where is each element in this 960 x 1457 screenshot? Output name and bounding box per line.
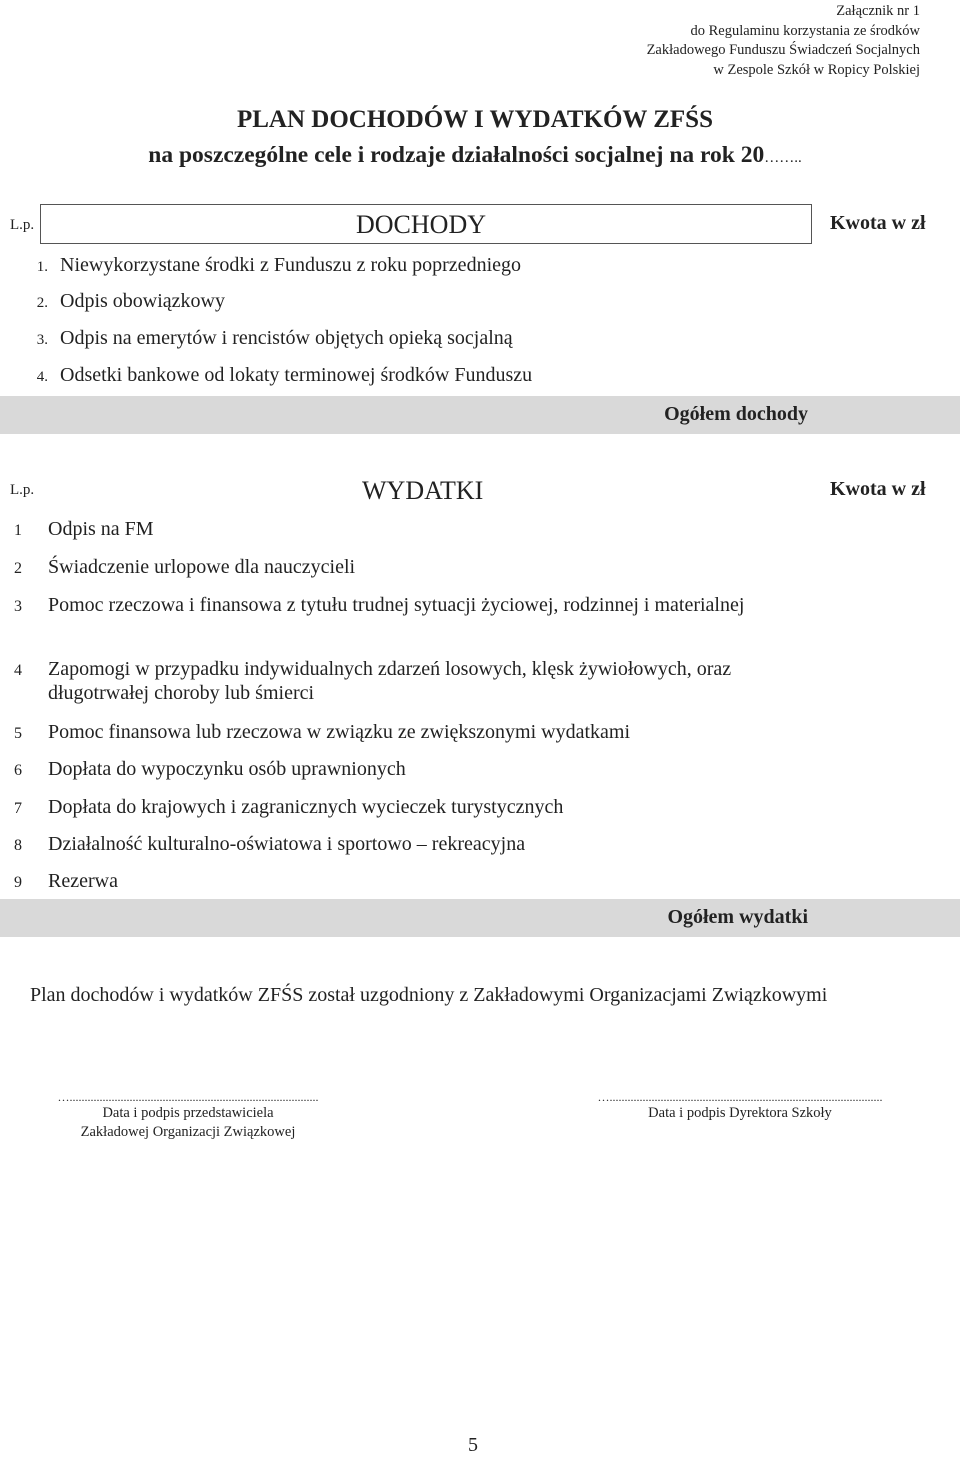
- income-row-label: Odpis na emerytów i rencistów objętych opieką socjalną: [60, 327, 513, 349]
- expense-row-label: Zapomogi w przypadku indywidualnych zdarzeń losowych, klęsk żywiołowych, oraz długotrwałej choroby lub śmierci: [48, 658, 732, 704]
- expense-row: [14, 555, 814, 581]
- expense-row-label: Rezerwa: [48, 870, 118, 892]
- document-subtitle: [0, 142, 955, 169]
- annex-line: do Regulaminu korzystania ze środków: [690, 22, 920, 39]
- expense-row-label: Dopłata do wypoczynku osób uprawnionych: [48, 758, 406, 780]
- expense-row: [14, 832, 814, 858]
- expense-row-number: 6: [14, 762, 22, 779]
- expense-row: [14, 757, 814, 783]
- annex-header: [647, 2, 920, 80]
- agreement-paragraph: Plan dochodów i wydatków ZFŚS został uzgodniony z Zakładowymi Organizacjami Związkowymi: [30, 984, 828, 1006]
- income-row-number: 4.: [36, 369, 48, 385]
- expense-row: [14, 720, 814, 746]
- expense-row-label: Pomoc finansowa lub rzeczowa w związku ze zwiększonymi wydatkami: [48, 721, 631, 743]
- expenses-amount-header: Kwota w zł: [830, 478, 926, 500]
- income-section-title: DOCHODY: [356, 210, 486, 239]
- income-row-number: 3.: [36, 332, 48, 348]
- document-title: PLAN DOCHODÓW I WYDATKÓW ZFŚS: [236, 106, 713, 133]
- expense-row: [14, 869, 814, 895]
- income-row: [12, 254, 521, 280]
- expense-row: [14, 657, 814, 707]
- income-total-label: Ogółem dochody: [664, 403, 808, 425]
- expense-row-number: 4: [14, 662, 22, 679]
- income-row: [12, 364, 532, 390]
- income-row-number: 1.: [36, 259, 48, 275]
- income-row-number: 2.: [36, 295, 48, 311]
- expenses-total-label: Ogółem wydatki: [667, 906, 808, 928]
- income-row-label: Odpis obowiązkowy: [60, 290, 225, 312]
- expense-row-label: Odpis na FM: [48, 518, 154, 540]
- income-lp-label: L.p.: [10, 217, 35, 233]
- income-amount-header: Kwota w zł: [830, 212, 926, 234]
- subtitle-dots: ……..: [764, 150, 802, 166]
- expenses-total-bar: [0, 899, 960, 937]
- page-number: 5: [468, 1434, 478, 1456]
- expense-row-label: Działalność kulturalno-oświatowa i sportowo – rekreacyjna: [48, 833, 526, 855]
- expense-row-number: 2: [14, 560, 22, 577]
- signature-dotted-line: …...................................................................................: [57, 1090, 319, 1104]
- expense-row-label: Świadczenie urlopowe dla nauczycieli: [48, 556, 356, 578]
- expense-row-number: 7: [14, 800, 22, 817]
- income-row-label: Niewykorzystane środki z Funduszu z roku poprzedniego: [60, 254, 521, 276]
- signature-union: [28, 1090, 348, 1142]
- signature-dotted-line: …...........................................................................................: [597, 1090, 883, 1104]
- expense-row-label: Dopłata do krajowych i zagranicznych wycieczek turystycznych: [48, 796, 564, 818]
- expense-row: [14, 795, 814, 821]
- signature-director: [560, 1090, 920, 1123]
- expense-row-number: 8: [14, 837, 22, 854]
- signature-caption: Zakładowej Organizacji Związkowej: [80, 1124, 296, 1140]
- expense-row-number: 5: [14, 725, 22, 742]
- income-row: [12, 327, 513, 353]
- expense-row-label: Pomoc rzeczowa i finansowa z tytułu trudnej sytuacji życiowej, rodzinnej i materialnej: [48, 594, 745, 616]
- income-total-bar: [0, 396, 960, 434]
- expense-row: [14, 593, 814, 643]
- expense-row-number: 1: [14, 522, 22, 539]
- signature-caption: Data i podpis Dyrektora Szkoły: [648, 1105, 832, 1121]
- annex-line: Załącznik nr 1: [836, 3, 920, 19]
- income-row-label: Odsetki bankowe od lokaty terminowej środków Funduszu: [60, 364, 533, 386]
- subtitle-text: na poszczególne cele i rodzaje działalności socjalnej na rok 20: [148, 142, 765, 168]
- expense-row-number: 9: [14, 874, 22, 891]
- expense-row-number: 3: [14, 598, 22, 615]
- annex-line: Zakładowego Funduszu Świadczeń Socjalnych: [646, 42, 920, 58]
- income-row: [12, 290, 225, 316]
- expenses-lp-label: L.p.: [10, 482, 35, 498]
- signature-caption: Data i podpis przedstawiciela: [102, 1105, 274, 1121]
- expenses-section-title: WYDATKI: [362, 476, 484, 505]
- expense-row: [14, 517, 814, 543]
- annex-line: w Zespole Szkół w Ropicy Polskiej: [713, 61, 920, 78]
